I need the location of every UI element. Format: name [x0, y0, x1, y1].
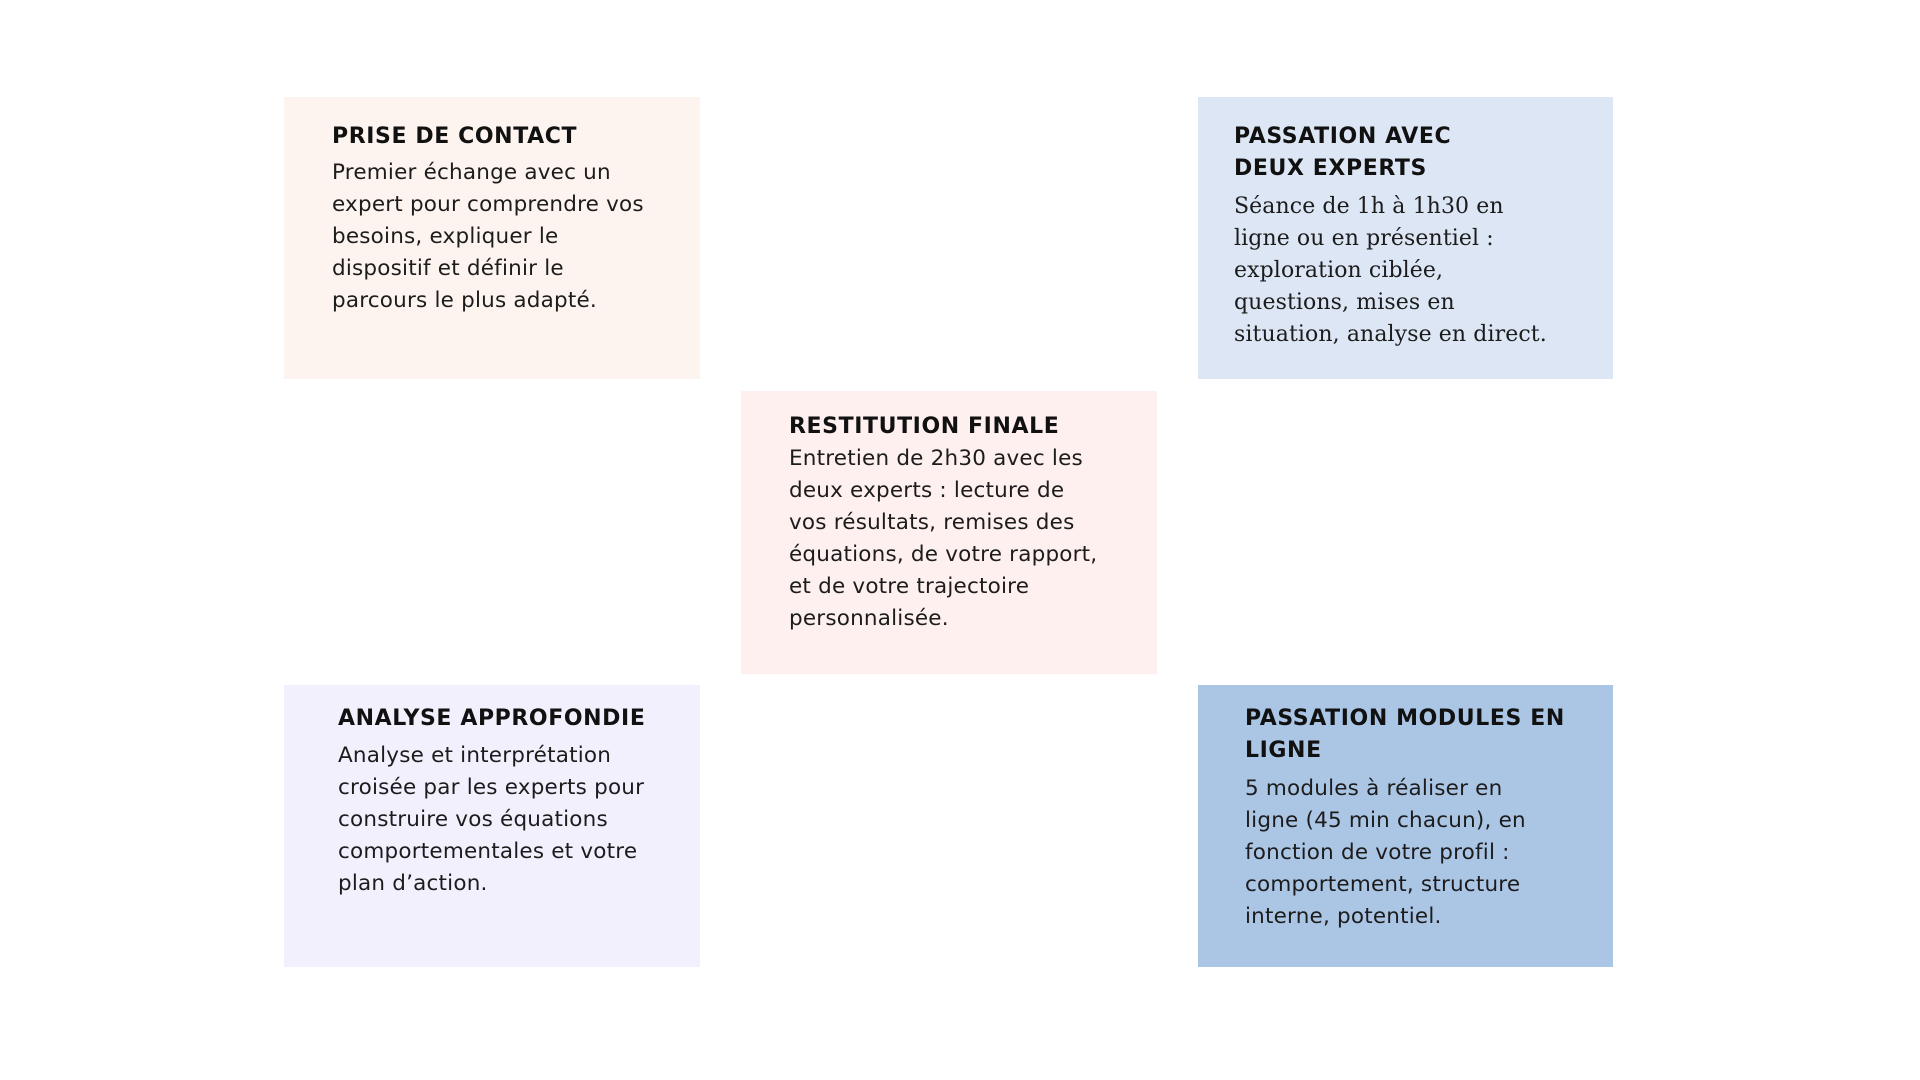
step-description: Séance de 1h à 1h30 en ligne ou en présentiel : exploration ciblée, questions, mises en situation, analyse en direct. — [1234, 194, 1547, 347]
step-title: PASSATION AVEC DEUX EXPERTS — [1234, 124, 1452, 181]
step-card-passation-deux-experts — [1198, 97, 1613, 379]
step-description: Premier échange avec un expert pour comprendre vos besoins, expliquer le dispositif et définir le parcours le plus adapté. — [332, 160, 644, 313]
step-description: Analyse et interprétation croisée par les experts pour construire vos équations comportementales et votre plan d’action. — [338, 743, 645, 896]
step-title: ANALYSE APPROFONDIE — [338, 706, 646, 731]
step-title: RESTITUTION FINALE — [789, 414, 1060, 439]
step-title: PASSATION MODULES EN LIGNE — [1245, 706, 1565, 763]
step-card-prise-de-contact — [284, 97, 700, 379]
step-card-passation-modules-en-ligne — [1198, 685, 1613, 967]
step-card-restitution-finale — [741, 391, 1157, 674]
step-card-analyse-approfondie — [284, 685, 700, 967]
step-title: PRISE DE CONTACT — [332, 124, 578, 149]
step-description: 5 modules à réaliser en ligne (45 min chacun), en fonction de votre profil : comportement, structure interne, potentiel. — [1245, 776, 1526, 929]
step-description: Entretien de 2h30 avec les deux experts : lecture de vos résultats, remises des équations, de votre rapport, et de votre trajectoire personnalisée. — [789, 446, 1098, 631]
